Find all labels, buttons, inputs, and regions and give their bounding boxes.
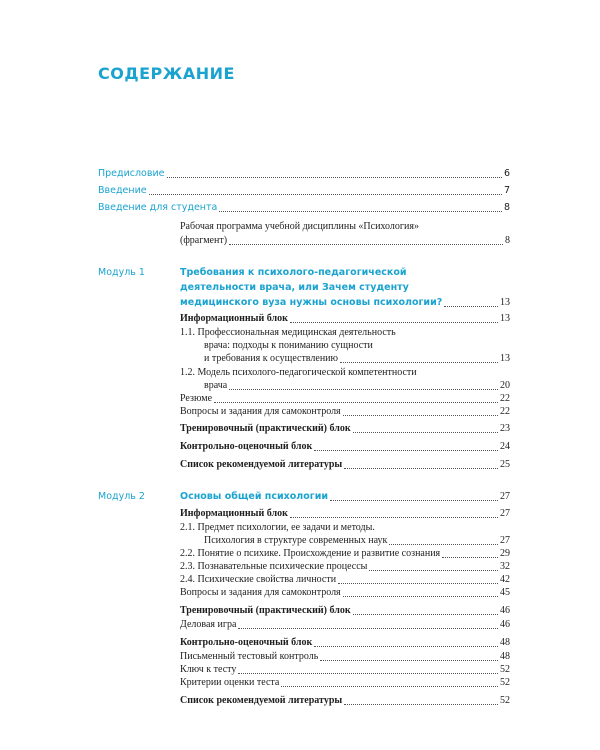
toc-entry[interactable] (180, 311, 510, 326)
toc-entry-label: Деловая игра (180, 619, 237, 630)
module-heading[interactable] (180, 489, 510, 504)
toc-entry[interactable] (98, 166, 510, 181)
toc-entry-label: Предисловие (98, 168, 165, 179)
dot-leader (229, 244, 503, 245)
toc-entry-page: 22 (500, 393, 510, 404)
toc-entry[interactable] (180, 421, 510, 436)
toc-entry-page: 27 (500, 535, 510, 546)
toc-entry[interactable] (180, 585, 510, 600)
toc-entry-page: 13 (500, 313, 510, 324)
dot-leader (369, 570, 498, 571)
toc-entry-label: врача (204, 380, 228, 391)
module-heading-line: медицинского вуза нужны основы психологии? (180, 297, 443, 308)
toc-entry-page: 22 (500, 406, 510, 417)
dot-leader (330, 500, 498, 501)
toc-entry-page: 27 (500, 508, 510, 519)
dot-leader (167, 177, 502, 178)
toc-entry[interactable] (180, 439, 510, 454)
toc-entry[interactable] (98, 200, 510, 215)
dot-leader (214, 402, 498, 403)
toc-entry-label: 2.2. Понятие о психике. Происхождение и развитие сознания (180, 548, 441, 559)
toc-entry[interactable] (204, 351, 510, 366)
dot-leader (219, 211, 502, 212)
toc-entry-page: 13 (500, 297, 510, 308)
toc-entry-page: 7 (503, 185, 510, 196)
toc-entry-page: 48 (500, 637, 510, 648)
dot-leader (343, 415, 498, 416)
dot-leader (314, 450, 498, 451)
toc-entry-page: 46 (500, 605, 510, 616)
toc-entry-page: 20 (500, 380, 510, 391)
dot-leader (389, 544, 498, 545)
toc-entry-page: 45 (500, 587, 510, 598)
toc-entry-label: Введение для студента (98, 202, 218, 213)
toc-entry-label: Вопросы и задания для самоконтроля (180, 406, 341, 417)
toc-entry-label: Критерии оценки теста (180, 677, 280, 688)
toc-entry-page: 42 (500, 574, 510, 585)
module-heading-line: Основы общей психологии (180, 491, 329, 502)
toc-entry-page: 13 (500, 353, 510, 364)
toc-entry-label: Тренировочный (практический) блок (180, 423, 351, 434)
toc-entry-label: Контрольно-оценочный блок (180, 637, 313, 648)
toc-entry-label: Вопросы и задания для самоконтроля (180, 587, 341, 598)
toc-entry[interactable] (180, 233, 510, 248)
toc-entry-page: 23 (500, 423, 510, 434)
toc-entry-line: Рабочая программа учебной дисциплины «Психология» (180, 221, 419, 232)
toc-entry-label: Тренировочный (практический) блок (180, 605, 351, 616)
toc-entry-label: Ключ к тесту (180, 664, 237, 675)
toc-entry[interactable] (180, 603, 510, 618)
toc-entry-line: 1.2. Модель психолого-педагогической компетентности (180, 367, 417, 378)
module-heading-line: деятельности врача, или Зачем студенту (180, 282, 409, 293)
dot-leader (290, 517, 498, 518)
toc-entry-label: Психология в структуре современных наук (204, 535, 388, 546)
toc-entry[interactable] (98, 183, 510, 198)
toc-entry-line: 2.1. Предмет психологии, ее задачи и методы. (180, 522, 375, 533)
toc-entry-label: Информационный блок (180, 313, 288, 324)
toc-entry-page: 46 (500, 619, 510, 630)
dot-leader (314, 646, 498, 647)
toc-entry-label: и требования к осуществлению (204, 353, 339, 364)
toc-entry-page: 48 (500, 651, 510, 662)
toc-entry-page: 32 (500, 561, 510, 572)
toc-entry-page: 8 (503, 202, 510, 213)
toc-entry-page: 29 (500, 548, 510, 559)
toc-entry-page: 52 (500, 677, 510, 688)
dot-leader (444, 306, 498, 307)
page-title: СОДЕРЖАНИЕ (98, 64, 235, 83)
module-heading-line: Требования к психолого-педагогической (180, 267, 407, 278)
toc-entry-page: 24 (500, 441, 510, 452)
dot-leader (338, 583, 498, 584)
dot-leader (320, 660, 498, 661)
dot-leader (353, 432, 498, 433)
toc-entry-label: Введение (98, 185, 147, 196)
toc-entry-label: (фрагмент) (180, 235, 228, 246)
toc-entry-page: 6 (503, 168, 510, 179)
dot-leader (290, 322, 498, 323)
dot-leader (442, 557, 498, 558)
toc-entry[interactable] (180, 457, 510, 472)
toc-entry-line: 1.1. Профессиональная медицинская деятельность (180, 327, 396, 338)
toc-entry-label: Список рекомендуемой литературы (180, 459, 343, 470)
toc-entry[interactable] (180, 506, 510, 521)
dot-leader (238, 673, 498, 674)
toc-entry-label: 2.3. Познавательные психические процессы (180, 561, 368, 572)
toc-entry-page: 25 (500, 459, 510, 470)
toc-entry-label: 2.4. Психические свойства личности (180, 574, 337, 585)
toc-entry-label: Информационный блок (180, 508, 288, 519)
toc-entry-page: 52 (500, 664, 510, 675)
dot-leader (344, 704, 498, 705)
dot-leader (281, 686, 498, 687)
toc-entry-line: врача: подходы к пониманию сущности (204, 340, 373, 351)
dot-leader (340, 362, 498, 363)
toc-entry[interactable] (180, 675, 510, 690)
dot-leader (344, 468, 498, 469)
toc-entry-label: Письменный тестовый контроль (180, 651, 319, 662)
toc-entry-page: 52 (500, 695, 510, 706)
toc-entry-page: 27 (500, 491, 510, 502)
toc-entry[interactable] (180, 404, 510, 419)
toc-entry[interactable] (180, 635, 510, 650)
dot-leader (343, 596, 498, 597)
toc-entry[interactable] (180, 617, 510, 632)
toc-entry[interactable] (180, 693, 510, 708)
dot-leader (238, 628, 498, 629)
dot-leader (149, 194, 502, 195)
module-tag: Модуль 1 (98, 267, 145, 278)
module-heading[interactable] (180, 295, 510, 310)
toc-entry-label: Резюме (180, 393, 213, 404)
module-tag: Модуль 2 (98, 491, 145, 502)
dot-leader (229, 389, 498, 390)
toc-entry-page: 8 (505, 235, 510, 246)
dot-leader (353, 614, 498, 615)
toc-entry-label: Список рекомендуемой литературы (180, 695, 343, 706)
toc-entry-label: Контрольно-оценочный блок (180, 441, 313, 452)
